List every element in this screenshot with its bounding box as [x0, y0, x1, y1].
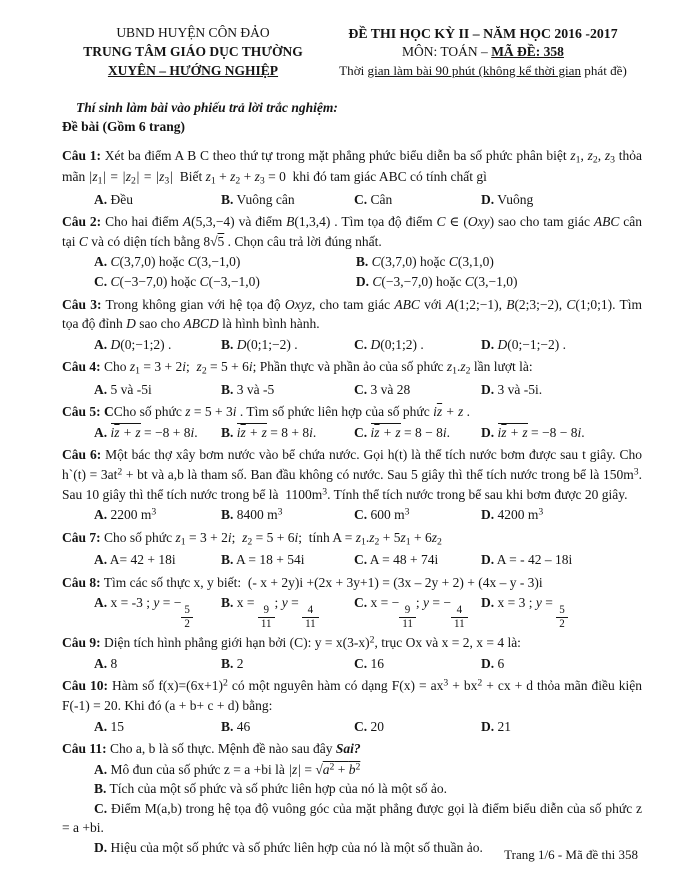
question-4	[62, 357, 642, 399]
option-text: 5 và -5i	[107, 381, 152, 397]
option-letter: A.	[94, 761, 108, 777]
option-letter: C.	[94, 800, 108, 816]
organization-block	[62, 24, 324, 81]
option-letter: A.	[94, 254, 108, 270]
question-10	[62, 676, 642, 736]
question-8-option-D	[481, 593, 642, 630]
option-letter: B.	[221, 655, 234, 671]
question-3-option-B	[221, 335, 350, 355]
option-letter: B.	[221, 507, 234, 523]
option-letter: D.	[481, 381, 495, 397]
question-8-option-A	[94, 593, 217, 630]
question-11-option-B	[62, 779, 642, 799]
question-10-option-B	[221, 717, 350, 737]
question-7-option-A	[94, 550, 217, 570]
question-9-option-A	[94, 654, 217, 674]
question-4-option-D	[481, 380, 642, 400]
option-letter: A.	[94, 424, 108, 440]
question-5-options	[62, 423, 642, 443]
option-text: Hiệu của một số phức và số phức liên hợp của nó là một số thuần ảo.	[107, 839, 483, 855]
option-text: 3 và -5i.	[494, 381, 543, 397]
option-letter: D.	[481, 507, 495, 523]
question-2-option-A	[94, 252, 352, 272]
option-letter: A.	[94, 552, 108, 568]
option-letter: C.	[354, 191, 368, 207]
question-9-label: Câu 9:	[62, 635, 101, 651]
option-letter: D.	[481, 595, 495, 611]
option-text: A = 18 + 54i	[233, 552, 305, 568]
option-letter: B.	[221, 191, 234, 207]
option-text: 2	[233, 655, 244, 671]
option-text: A= 42 + 18i	[107, 552, 176, 568]
question-9-option-B	[221, 654, 350, 674]
option-letter: A.	[94, 381, 108, 397]
option-letter: A.	[94, 595, 108, 611]
question-5-option-B	[221, 423, 350, 443]
question-1-text	[62, 146, 642, 189]
option-letter: B.	[221, 336, 234, 352]
question-2-option-B	[356, 252, 642, 272]
question-1-option-B	[221, 190, 350, 210]
question-9-text	[62, 633, 642, 653]
question-9-body: Diện tích hình phẳng giới hạn bởi (C): $y = x(3-x)^2$, trục Ox và x = 2, x = 4 là:	[100, 634, 521, 651]
question-7-options	[62, 550, 642, 570]
question-6-option-A	[94, 505, 217, 525]
question-2-options	[62, 252, 642, 291]
option-text: 3 và -5	[233, 381, 275, 397]
question-4-option-C	[354, 380, 477, 400]
exam-code: MÃ ĐỀ: 358	[491, 44, 564, 60]
option-text: 2200 $m^3$	[107, 506, 157, 523]
exam-title-block	[324, 24, 642, 81]
question-8-body: Tìm các số thực x, y biết: (- x + 2y)i +(2x + 3y+1) = (3x – 2y + 2) + (4x – y - 3)i	[100, 574, 543, 590]
option-text: 46	[233, 718, 251, 734]
option-text: x = − $\frac{9}{11}$ ; y = − $\frac{4}{11}$	[367, 595, 468, 610]
question-5-option-C	[354, 423, 477, 443]
question-5-label: Câu 5:	[62, 404, 101, 420]
question-3-body: Trong không gian với hệ tọa độ Oxyz, cho tam giác ABC với A(1;2;−1), B(2;3;−2), C(1;0;1). Tìm tọa độ đỉnh D sao cho ABCD là hình bình hành.	[62, 296, 642, 332]
option-letter: B.	[221, 381, 234, 397]
org-line-2: TRUNG TÂM GIÁO DỤC THƯỜNG	[83, 43, 303, 59]
question-2-label: Câu 2:	[62, 214, 102, 230]
option-letter: A.	[94, 718, 108, 734]
option-text: 16	[367, 655, 384, 671]
question-1-options	[62, 190, 642, 210]
question-2-option-D	[356, 272, 642, 292]
option-text: A = - 42 – 18i	[494, 552, 573, 568]
option-text: 20	[367, 718, 384, 734]
question-5-option-D	[481, 423, 642, 443]
option-text: Tích của một số phức và số phức liên hợp của nó là một số ảo.	[106, 781, 447, 797]
question-6	[62, 445, 642, 524]
option-letter: B.	[221, 718, 234, 734]
option-letter: A.	[94, 655, 108, 671]
question-2	[62, 212, 642, 291]
question-5	[62, 402, 642, 442]
option-letter: D.	[481, 718, 495, 734]
question-11-option-A	[62, 760, 642, 780]
option-letter: C.	[354, 718, 368, 734]
time-underlined: gian làm bài 90 phút (không kể thời gian	[367, 63, 582, 79]
option-letter: D.	[481, 424, 495, 440]
question-10-text	[62, 676, 642, 715]
question-4-options	[62, 380, 642, 400]
question-6-text	[62, 445, 642, 504]
option-letter: B.	[221, 424, 234, 440]
question-3	[62, 295, 642, 355]
question-10-option-D	[481, 717, 642, 737]
question-1-option-C	[354, 190, 477, 210]
option-text: 4200 $m^3$	[494, 506, 544, 523]
option-letter: C.	[354, 655, 368, 671]
option-text: D(0;1;2) .	[370, 336, 424, 352]
question-1-option-A	[94, 190, 217, 210]
option-text: Vuông cân	[233, 191, 295, 207]
question-7-body: Cho số phức $z_1 = 3 + 2i$; $z_2 = 5 + 6i$; tính $A = z_1.z_2 + 5z_1 + 6z_2$	[100, 529, 442, 548]
exam-title: ĐỀ THI HỌC KỲ II – NĂM HỌC 2016 -2017	[348, 26, 618, 41]
option-letter: B.	[221, 595, 234, 611]
question-8-text	[62, 573, 642, 593]
question-9-option-D	[481, 654, 642, 674]
option-text: 8	[107, 655, 118, 671]
option-text: Đều	[107, 191, 133, 207]
question-1-body: Xét ba điểm A B C theo thứ tự trong mặt phẳng phức biểu diễn ba số phức phân biệt $z_1$, $z_2$, $z_3$ thỏa mãn $|z_1| = |z_2| = |z_3|$ Biết $z_1 + z_2 + z_3 = 0$ khi đó tam giác ABC có tính chất gì	[62, 147, 642, 187]
question-8-label: Câu 8:	[62, 574, 101, 590]
option-text: C(−3,−7,0) hoặc C(3,−1,0)	[372, 274, 518, 290]
subject-prefix: MÔN: TOÁN –	[402, 44, 492, 60]
question-11-text	[62, 739, 642, 759]
question-2-body: Cho hai điểm A(5,3,−4) và điểm B(1,3,4) . Tìm tọa độ điểm C ∈ (Oxy) sao cho tam giác ABC cân tại C và có diện tích bằng 8√5 . Chọn câu trả lời đúng nhất.	[62, 214, 643, 249]
exam-body-label: Đề bài (Gồm 6 trang)	[62, 119, 185, 135]
option-letter: A.	[94, 191, 108, 207]
option-letter: A.	[94, 336, 108, 352]
option-text: D(0;1;−2) .	[236, 336, 298, 352]
option-text: Vuông	[494, 191, 534, 207]
option-text: $i\overline{z} + z = -8 - 8i$.	[497, 424, 585, 440]
question-7-option-D	[481, 550, 642, 570]
option-text: D(0;−1;−2) .	[497, 336, 566, 352]
question-4-text	[62, 357, 642, 379]
option-letter: C.	[94, 274, 108, 290]
question-9-option-C	[354, 654, 477, 674]
question-4-option-A	[94, 380, 217, 400]
question-8-option-B	[221, 593, 350, 630]
option-text: A = 48 + 74i	[367, 552, 439, 568]
option-text: 3 và 28	[367, 381, 411, 397]
option-text: C(3,7,0) hoặc C(3,−1,0)	[110, 254, 241, 270]
option-letter: D.	[481, 552, 495, 568]
option-letter: C.	[354, 595, 368, 611]
question-10-option-C	[354, 717, 477, 737]
question-5-option-A	[94, 423, 217, 443]
option-text: Cân	[367, 191, 393, 207]
question-6-option-D	[481, 505, 642, 525]
question-11-options	[62, 760, 642, 858]
option-letter: B.	[94, 781, 107, 797]
question-10-options	[62, 717, 642, 737]
intro-block	[62, 98, 642, 137]
time-prefix: Thời	[339, 63, 368, 79]
question-2-text	[62, 212, 642, 251]
question-5-body: CCho số phức z = 5 + 3i . Tìm số phức liên hợp của số phức $i\overline{z} + z$ .	[104, 404, 471, 420]
option-text: Điểm M(a,b) trong hệ tọa độ vuông góc của mặt phẳng được gọi là điểm biểu diễn của số phức z = a +bi.	[62, 800, 642, 836]
question-3-option-C	[354, 335, 477, 355]
option-letter: D.	[94, 839, 108, 855]
question-10-body: Hàm số $f(x)=(6x+1)^2$ có một nguyên hàm có dạng $F(x) = ax^3 + bx^2$ + cx + d thỏa mãn điều kiện F(-1) = 20. Khi đó (a + b+ c + d) bằng:	[62, 678, 642, 714]
question-1-label: Câu 1:	[62, 147, 101, 163]
option-text: D(0;−1;2) .	[110, 336, 172, 352]
question-11-option-C	[62, 799, 642, 838]
option-letter: D.	[481, 655, 495, 671]
option-letter: D.	[481, 191, 495, 207]
option-text: C(3,7,0) hoặc C(3,1,0)	[371, 254, 494, 270]
question-6-option-B	[221, 505, 350, 525]
question-7-label: Câu 7:	[62, 529, 101, 545]
question-6-option-C	[354, 505, 477, 525]
option-text: Mô đun của số phức z = a +bi là $|z| = √a^2 + b^2$	[107, 761, 361, 777]
question-2-option-C	[94, 272, 352, 292]
question-5-text	[62, 402, 642, 422]
question-4-label: Câu 4:	[62, 359, 101, 375]
option-text: $i\overline{z} + z = 8 - 8i$.	[370, 424, 451, 440]
question-3-option-D	[481, 335, 642, 355]
question-1-option-D	[481, 190, 642, 210]
question-4-body: Cho $z_1 = 3 + 2i$; $z_2 = 5 + 6i$; Phần thực và phần ảo của số phức $z_1.z_2$ lần lượt là:	[100, 359, 533, 377]
option-text: x = $\frac{9}{11}$ ; y = $\frac{4}{11}$	[233, 595, 318, 610]
option-text: 8400 $m^3$	[233, 506, 283, 523]
option-letter: C.	[354, 424, 368, 440]
option-letter: B.	[221, 552, 234, 568]
page-footer: Trang 1/6 - Mã đề thi 358	[504, 847, 638, 863]
option-letter: C.	[354, 507, 368, 523]
option-text: $i\overline{z} + z = -8 + 8i$.	[110, 424, 198, 440]
question-11-label: Câu 11:	[62, 741, 107, 757]
question-3-option-A	[94, 335, 217, 355]
question-11	[62, 739, 642, 857]
option-text: $i\overline{z} + z = 8 + 8i$.	[236, 424, 317, 440]
option-text: C(−3−7,0) hoặc C(−3,−1,0)	[110, 274, 260, 290]
question-7	[62, 528, 642, 570]
option-text: 15	[107, 718, 124, 734]
option-letter: C.	[354, 381, 368, 397]
question-7-text	[62, 528, 642, 550]
option-letter: A.	[94, 507, 108, 523]
question-8-options	[62, 593, 642, 630]
option-letter: B.	[355, 254, 369, 270]
question-8	[62, 573, 642, 631]
question-4-option-B	[221, 380, 350, 400]
question-10-label: Câu 10:	[62, 678, 109, 694]
option-text: x = 3 ; y = $\frac{5}{2}$	[494, 595, 568, 610]
option-text: x = -3 ; y = − $\frac{5}{2}$	[107, 595, 193, 610]
org-line-3: XUYÊN – HƯỚNG NGHIỆP	[107, 62, 279, 78]
org-line-1: UBND HUYỆN CÔN ĐẢO	[116, 25, 270, 40]
question-7-option-B	[221, 550, 350, 570]
question-8-option-C	[354, 593, 477, 630]
subject-line	[324, 43, 642, 62]
question-1	[62, 146, 642, 210]
option-letter: C.	[354, 552, 368, 568]
question-11-body: Cho a, b là số thực. Mệnh đề nào sau đây Sai?	[106, 741, 361, 757]
questions	[62, 146, 642, 858]
question-3-options	[62, 335, 642, 355]
time-line	[324, 62, 642, 80]
question-3-text	[62, 295, 642, 334]
option-letter: D.	[355, 274, 370, 290]
question-3-label: Câu 3:	[62, 296, 102, 312]
option-text: 6	[494, 655, 505, 671]
option-text: 21	[494, 718, 511, 734]
question-6-label: Câu 6:	[62, 447, 102, 463]
question-9	[62, 633, 642, 673]
question-9-options	[62, 654, 642, 674]
option-text: 600 $m^3$	[367, 506, 410, 523]
page-header	[62, 24, 642, 81]
option-letter: D.	[481, 336, 495, 352]
time-suffix: phát đề)	[581, 63, 627, 79]
question-10-option-A	[94, 717, 217, 737]
question-7-option-C	[354, 550, 477, 570]
question-6-options	[62, 505, 642, 525]
question-6-body: Một bác thợ xây bơm nước vào bể chứa nước. Gọi h(t) là thể tích nước bơm được sau t giây. Cho h`(t) = $3at^2$ + bt và a,b là tham số. Ban đầu không có nước. Sau 5 giây thì thể tích nước trong bể là $150m^3$. Sau 10 giây thì thể tích nước trong bể là $1100m^3$. Tính thể tích nước trong bể sau khi bơm được 20 giây.	[62, 447, 643, 502]
option-letter: C.	[354, 336, 368, 352]
candidate-instruction: Thí sinh làm bài vào phiếu trả lời trắc nghiệm:	[76, 99, 338, 115]
